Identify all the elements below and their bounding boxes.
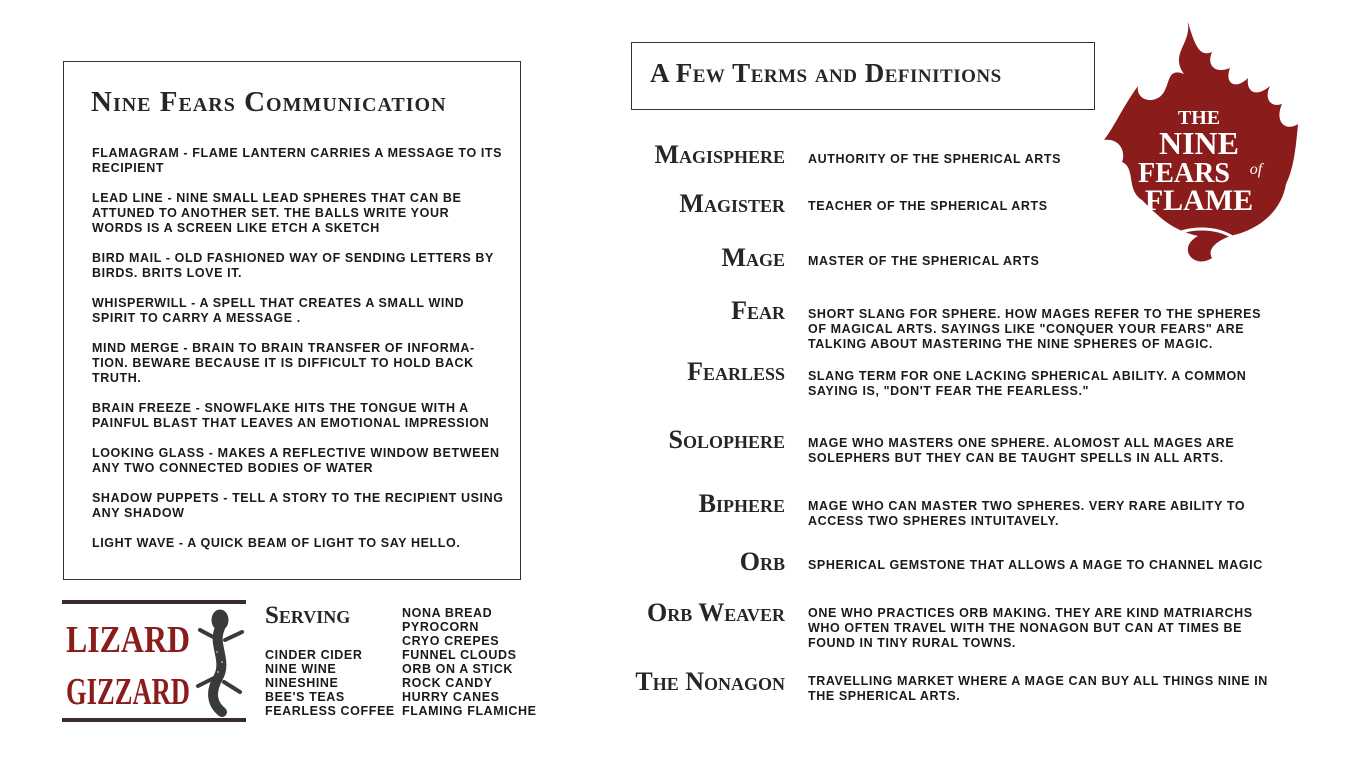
- logo-text-of: of: [1249, 161, 1263, 178]
- definition-mage: MASTER OF THE SPHERICAL ARTS: [808, 254, 1040, 268]
- definition-biphere: MAGE WHO CAN MASTER TWO SPHERES. VERY RARE ABILITY TO ACCESS TWO SPHERES INTUITAVELY.: [808, 499, 1246, 528]
- definition-orb: SPHERICAL GEMSTONE THAT ALLOWS A MAGE TO CHANNEL MAGIC: [808, 558, 1263, 572]
- serving-title: Serving: [265, 602, 351, 629]
- term-fear: Fear: [731, 296, 785, 325]
- definition-fearless: SLANG TERM FOR ONE LACKING SPHERICAL ABILITY. A COMMON SAYING IS, "DON'T FEAR THE FEARLESS.": [808, 369, 1247, 398]
- list-item: BRAIN FREEZE - SNOWFLAKE HITS THE TONGUE WITH A PAINFUL BLAST THAT LEAVES AN EMOTIONAL IMPRESSION: [92, 401, 490, 430]
- list-item: LIGHT WAVE - A QUICK BEAM OF LIGHT TO SAY HELLO.: [92, 536, 461, 550]
- definition-solophere: MAGE WHO MASTERS ONE SPHERE. ALOMOST ALL MAGES ARE SOLEPHERS BUT THEY CAN BE TAUGHT SPELLS IN ALL ARTS.: [808, 436, 1235, 465]
- menu-item: NONA BREAD: [402, 606, 493, 620]
- definition-orb-weaver: ONE WHO PRACTICES ORB MAKING. THEY ARE KIND MATRIARCHS WHO OFTEN TRAVEL WITH THE NONAGON BUT CAN AT TIMES BE FOUND IN TINY RURAL TOWNS.: [808, 606, 1253, 650]
- logo-text-gizzard: GIZZARD: [66, 671, 190, 713]
- menu-item: NINESHINE: [265, 676, 339, 690]
- term-mage: Mage: [721, 243, 785, 272]
- menu-item: ORB ON A STICK: [402, 662, 513, 676]
- definition-magister: TEACHER OF THE SPHERICAL ARTS: [808, 199, 1048, 213]
- menu-item: CRYO CREPES: [402, 634, 500, 648]
- list-item: LOOKING GLASS - MAKES A REFLECTIVE WINDOW BETWEEN ANY TWO CONNECTED BODIES OF WATER: [92, 446, 500, 475]
- term-orb-weaver: Orb Weaver: [647, 598, 785, 627]
- term-orb: Orb: [739, 547, 785, 576]
- logo-text-fears: FEARS: [1138, 158, 1230, 189]
- lizard-gizzard-logo: [62, 600, 246, 722]
- term-magisphere: Magisphere: [654, 140, 785, 169]
- term-the-nonagon: The Nonagon: [635, 667, 785, 696]
- definition-fear: SHORT SLANG FOR SPHERE. HOW MAGES REFER TO THE SPHERES OF MAGICAL ARTS. SAYINGS LIKE "CONQUER YOUR FEARS" ARE TALKING ABOUT MASTERING THE NINE SPHERES OF MAGIC.: [808, 307, 1262, 351]
- list-item: MIND MERGE - BRAIN TO BRAIN TRANSFER OF INFORMA-TION. BEWARE BECAUSE IT IS DIFFICULT TO HOLD BACK TRUTH.: [92, 341, 475, 385]
- term-fearless: Fearless: [687, 357, 785, 386]
- list-item: BIRD MAIL - OLD FASHIONED WAY OF SENDING LETTERS BY BIRDS. BRITS LOVE IT.: [92, 251, 494, 280]
- serving-food-list: [402, 606, 537, 718]
- terms-title: A Few Terms and Definitions: [650, 58, 1002, 88]
- serving-drinks-list: [265, 648, 395, 718]
- logo-text-the: THE: [1177, 107, 1221, 129]
- menu-item: HURRY CANES: [402, 690, 500, 704]
- nine-fears-of-flame-logo: [1098, 12, 1300, 274]
- menu-item: FLAMING FLAMICHE: [402, 704, 537, 718]
- logo-text-lizard: LIZARD: [66, 619, 190, 661]
- term-biphere: Biphere: [698, 489, 785, 518]
- menu-item: NINE WINE: [265, 662, 337, 676]
- menu-item: BEE'S TEAS: [265, 690, 345, 704]
- term-solophere: Solophere: [668, 425, 785, 454]
- menu-item: CINDER CIDER: [265, 648, 363, 662]
- menu-item: ROCK CANDY: [402, 676, 493, 690]
- lizard-icon: [198, 610, 242, 712]
- menu-item: PYROCORN: [402, 620, 480, 634]
- term-magister: Magister: [679, 189, 785, 218]
- logo-text-flame: FLAME: [1144, 184, 1254, 217]
- logo-text-nine: NINE: [1158, 125, 1240, 161]
- definition-magisphere: AUTHORITY OF THE SPHERICAL ARTS: [808, 152, 1062, 166]
- definition-the-nonagon: TRAVELLING MARKET WHERE A MAGE CAN BUY ALL THINGS NINE IN THE SPHERICAL ARTS.: [808, 674, 1268, 703]
- communication-list: [92, 146, 504, 566]
- list-item: SHADOW PUPPETS - TELL A STORY TO THE RECIPIENT USING ANY SHADOW: [92, 491, 504, 520]
- menu-item: FEARLESS COFFEE: [265, 704, 395, 718]
- menu-item: FUNNEL CLOUDS: [402, 648, 517, 662]
- list-item: FLAMAGRAM - FLAME LANTERN CARRIES A MESSAGE TO ITS RECIPIENT: [92, 146, 503, 175]
- list-item: WHISPERWILL - A SPELL THAT CREATES A SMALL WIND SPIRIT TO CARRY A MESSAGE .: [92, 296, 465, 325]
- list-item: LEAD LINE - NINE SMALL LEAD SPHERES THAT CAN BE ATTUNED TO ANOTHER SET. THE BALLS WRITE YOUR WORDS IS A SCREEN LIKE ETCH A SKETCH: [92, 191, 462, 235]
- communication-title: Nine Fears Communication: [91, 86, 447, 118]
